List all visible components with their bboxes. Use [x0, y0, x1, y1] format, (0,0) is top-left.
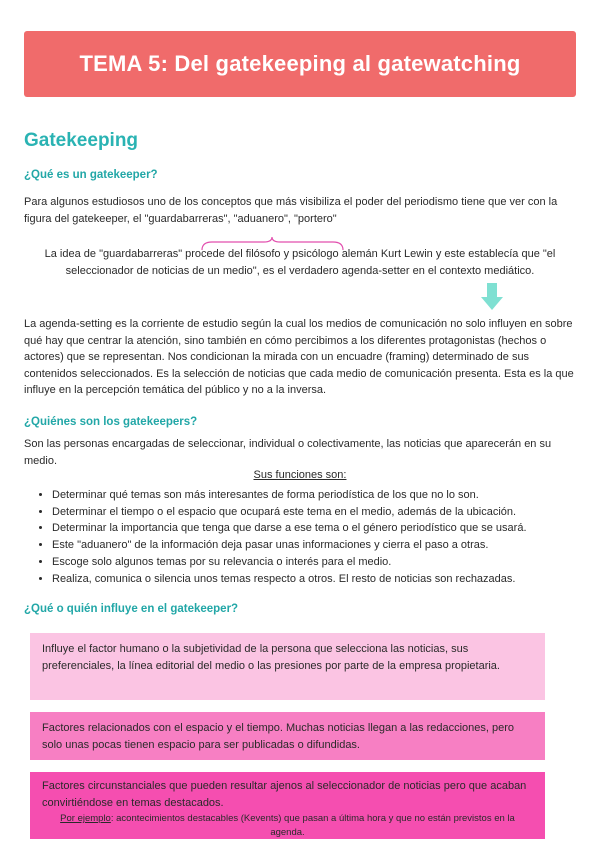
circumstantial-text: Factores circunstanciales que pueden resultar ajenos al seleccionador de noticias pero que acaban convirtiéndose en temas destacados.: [42, 780, 527, 809]
down-arrow-icon: [481, 283, 503, 311]
intro-paragraph: Para algunos estudiosos uno de los conceptos que más visibiliza el poder del periodismo tiene que ver con la figura del gatekeeper, el "guardabarreras", "aduanero", "portero": [24, 196, 558, 225]
list-item: • Determinar el tiempo o el espacio que ocupará este tema en el medio, además de la ubicación.: [52, 504, 600, 521]
who-paragraph: Son las personas encargadas de seleccionar, individual o colectivamente, las noticias que aparecerán en su medio.: [24, 438, 552, 467]
human-factor-text: Influye el factor humano o la subjetividad de la persona que selecciona las noticias, sus preferenciales, la línea editorial del medio o las presiones por parte de la empresa propietaria.: [42, 643, 500, 672]
list-item: • Escoge solo algunos temas por su relevancia o interés para el medio.: [52, 554, 600, 571]
functions-heading: Sus funciones son:: [253, 469, 347, 481]
question-influence: ¿Qué o quién influye en el gatekeeper?: [24, 603, 239, 615]
functions-list: [34, 487, 600, 587]
agenda-setting-paragraph: La agenda-setting es la corriente de estudio según la cual los medios de comunicación no solo influyen en sobre qué hay que centrar la atención, sino también en cómo percibimos a los diferentes protagonistas (hechos o actores) que se representan. Nos condicionan la mirada con un encuadre (framing) determinado de sus contenidos seleccionados. Es la selección de noticias que cada medio de comunicación presenta. Esta es la que influye en la percepción temática del público y no a la inversa.: [24, 318, 574, 396]
space-time-text: Factores relacionados con el espacio y el tiempo. Muchas noticias llegan a las redacciones, pero solo unas pocas tienen espacio para ser publicadas o difundidas.: [42, 722, 515, 751]
section-title: Gatekeeping: [24, 130, 139, 151]
question-what-is: ¿Qué es un gatekeeper?: [24, 169, 158, 181]
space-time-box: [30, 712, 545, 760]
example-text: : acontecimientos destacables (Kevents) que pasan a última hora y que no están previstos en la agenda.: [110, 813, 515, 838]
list-item: • Determinar qué temas son más interesantes de forma periodística de los que no lo son.: [52, 487, 600, 504]
list-item: • Determinar la importancia que tenga que darse a ese tema o el género periodístico que se usará.: [52, 520, 600, 537]
human-factor-box: [30, 633, 545, 700]
lewin-quote: La idea de "guardabarreras" procede del filósofo y psicólogo alemán Kurt Lewin y este establecía que "el seleccionador de noticias de un medio", es el verdadero agenda-setter en el contexto mediático.: [44, 248, 556, 277]
page-title: TEMA 5: Del gatekeeping al gatewatching: [79, 51, 521, 76]
title-banner: [24, 31, 576, 97]
list-item: • Este "aduanero" de la información deja pasar unas informaciones y cierra el paso a otras.: [52, 537, 600, 554]
example-label: Por ejemplo: [60, 813, 111, 824]
example-note: [42, 812, 533, 840]
question-who: ¿Quiénes son los gatekeepers?: [24, 416, 198, 428]
list-item: • Realiza, comunica o silencia unos temas respecto a otros. El resto de noticias son rechazadas.: [52, 571, 600, 588]
circumstantial-box: [30, 772, 545, 839]
